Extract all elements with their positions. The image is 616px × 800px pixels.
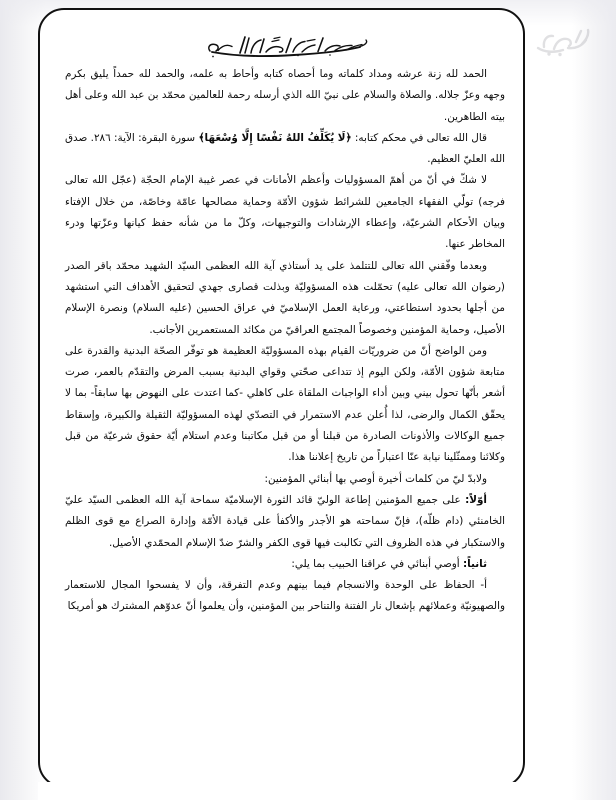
first-item-text: على جميع المؤمنين إطاعة الوليّ قائد الثورة الإسلاميّة سماحة آية الله العظمى السيّد عليّ الخامنئي (دام ظلّه)، فإنّ سماحته هو الأجدر والأكفأ على قيادة الأمّة وإدارة الصراع مع قوى الظلم والاستكبار في هذه الظروف التي تكالبت فيها قوى الكفر والشرّ ضدّ الإسلام المحمّدي الأصيل. [65, 493, 505, 549]
item-a-text: الحفاظ على الوحدة والانسجام فيما بينهم وعدم التفرقة، وأن لا يفسحوا المجال للاستعمار والصهيونيّة وعملائهم بإشعال نار الفتنة والتناحر بين المؤمنين، وأن يعلموا أنّ عدوّهم المشترك هو أمريكا [65, 579, 505, 613]
paragraph-second-item [65, 554, 505, 575]
paragraph-discipleship: وبعدما وفّقني الله تعالى للتتلمذ على يد أستاذي آية الله العظمى السيّد الشهيد محمّد باقر الصدر (رضوان الله تعالى عليه) تحمّلت هذه المسؤوليّة وبذلت قصارى جهدي لتحقيق الأهداف التي استشهد من أجلها بحدود استطاعتي، ورعاية العمل الإسلاميّ في عراق الحسين (عليه السلام) ونصرة الإسلام الأصيل، وحماية المؤمنين وخصوصاً المجتمع العراقيّ من مكائد المستعمرين الأجانب. [65, 259, 505, 336]
paragraph-resignation: ومن الواضح أنّ من ضروريّات القيام بهذه المسؤوليّة العظيمة هو توفّر الصحّة البدنية والقدرة على متابعة شؤون الأمّة، ولكن اليوم إذ تتداعى صحّتي وقواي البدنية بسبب المرض والتقدّم بالعمر، صرت أشعر بأنّها تحول بيني وبين أداء الواجبات الملقاة على كاهلي -كما اعتدت على النهوض بها سابقاً- بما لا يحقّق الكمال والرضى، لذا أُعلن عدم الاستمرار في التصدّي لهذه المسؤوليّة الثقيلة والكبيرة، وإسقاط جميع الوكالات والأذونات الصادرة من قبلنا أو من قبل مكاتبنا وعدم استلام أيّة حقوق شرعيّة من قبل وكلائنا وممثّلينا نيابة عنّا اعتباراً من تاريخ إعلاننا هذا. [65, 344, 505, 464]
paragraph-final-words: ولابدّ ليّ من كلمات أخيرة أوصي بها أبنائي المؤمنين: [264, 472, 487, 485]
first-item-label: أوّلاً: [465, 493, 487, 506]
watermark-logo-icon [532, 18, 594, 64]
paragraph-responsibility: لا شكّ في أنّ من أهمّ المسؤوليات وأعظم الأمانات في عصر غيبة الإمام الحجّة (عجّل الله تعالى فرجه) تولّي الفقهاء الجامعين للشرائط شؤون الأمّة وحماية مصالحها عامّة وخاصّة، من خلال الإفتاء وبيان الأحكام الشرعيّة، وإعطاء الإرشادات والتوجيهات، وكلّ ما من شأنه حفظ كيانها وعزّتها ودرء المخاطر عنها. [65, 174, 505, 251]
item-a-label: أ- [480, 579, 487, 592]
basmala-calligraphy-icon [194, 28, 374, 62]
verse-intro: قال الله تعالى في محكم كتابه: [351, 131, 487, 144]
paragraph-quran-verse [65, 128, 505, 171]
paragraph-first-item [65, 490, 505, 554]
quran-verse-text: ﴿لَا يُكَلِّفُ اللهُ نَفْسًا إِلَّا وُسْعَهَا﴾ [198, 131, 352, 144]
document-body [65, 64, 505, 618]
page-content-area [40, 10, 525, 788]
mashregh-logo-icon [532, 18, 594, 64]
paragraph-praise: الحمد لله زنة عرشه ومداد كلماته وما أحصاه كتابه وأحاط به علمه، والحمد لله حمداً يليق بكرم وجهه وعزّ جلاله. والصلاة والسلام على نبيّ الله الذي أرسله رحمة للعالمين محمّد بن عبد الله وعلى أهل بيته الطاهرين. [65, 68, 505, 123]
verse-citation: سورة البقرة: الآية: ٢٨٦. صدق الله العليّ العظيم. [65, 131, 505, 166]
paragraph-item-a [65, 575, 505, 618]
scan-shading-right [572, 0, 616, 800]
page-border-frame [38, 8, 525, 788]
page-bottom-crop [38, 782, 525, 800]
second-item-label: ثانياً: [462, 557, 487, 570]
second-item-text: أوصي أبنائي في عراقنا الحبيب بما يلي: [291, 557, 463, 570]
basmala-icon [40, 28, 525, 65]
